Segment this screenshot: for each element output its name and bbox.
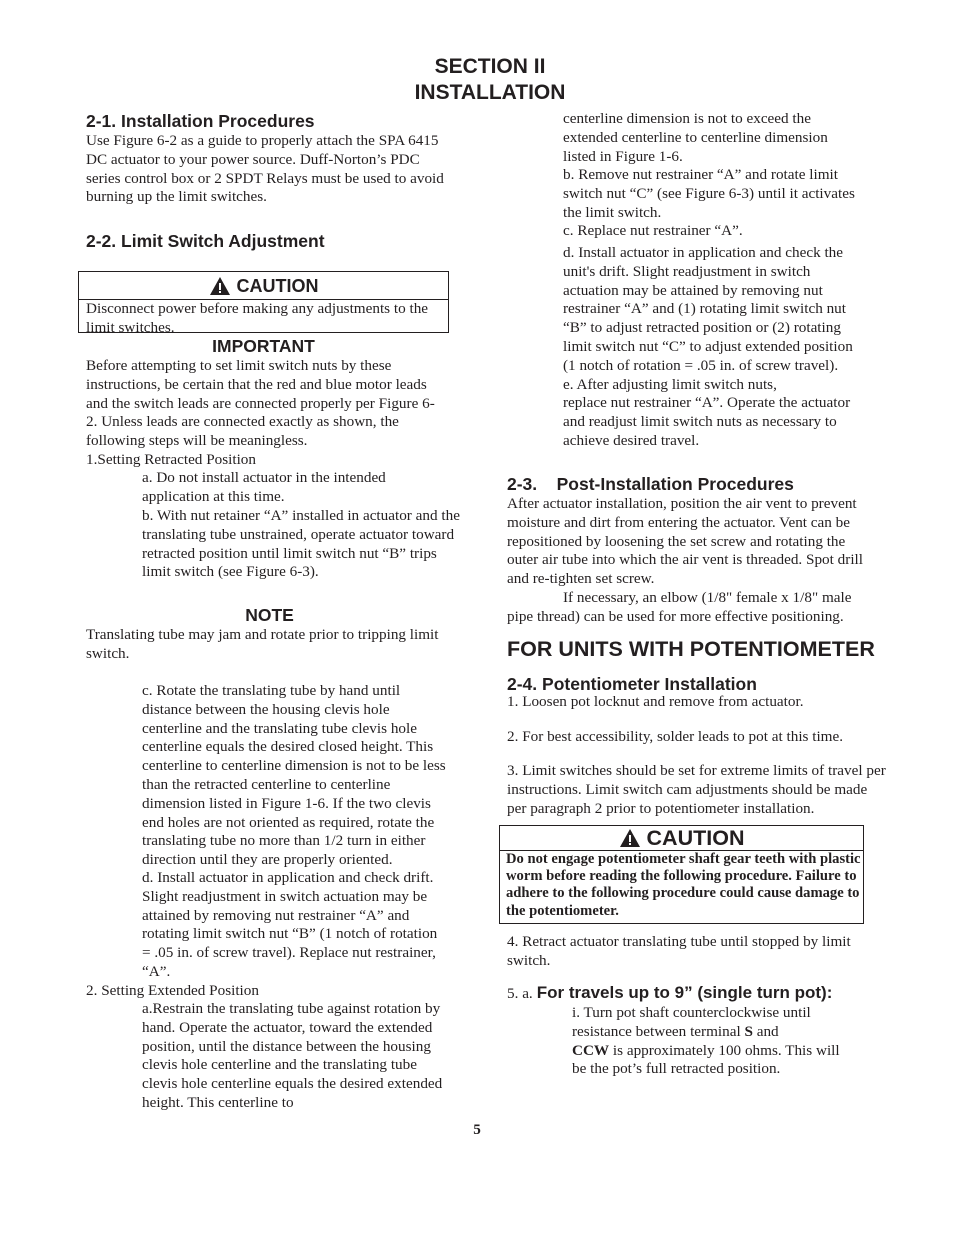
step-2a-continued: centerline dimension is not to exceed the extended centerline to centerline dimension listed in Figure 1-6. [563, 110, 828, 165]
note-text: Translating tube may jam and rotate prior to tripping limit switch. [86, 626, 439, 662]
potentiometer-section-heading: FOR UNITS WITH POTENTIOMETER [507, 637, 875, 661]
warning-triangle-icon [209, 276, 231, 296]
caution-label: CAUTION [236, 276, 319, 296]
pot-step-5a-heading-row [507, 983, 832, 1004]
pot-step-5a-i-text-b: is approximately 100 ohms. This will be the pot’s full retracted position. [572, 1041, 840, 1078]
paragraph-2-3b: If necessary, an elbow (1/8" female x 1/8" male pipe thread) can be used for more effective positioning. [507, 589, 852, 625]
important-text: Before attempting to set limit switch nuts by these instructions, be certain that the red and blue motor leads and the switch leads are connected properly per Figure 6-2. Unless leads are connected exactly as shown, the following steps will be meaningless. [86, 357, 435, 450]
step-1c: c. Rotate the translating tube by hand until distance between the housing clevis hole centerline and the translating tube clevis hole centerline equals the desired closed height. This centerline to centerline dimension is not to be less than the retracted centerline to centerline dimension listed in Figure 1-6. If the two clevis end holes are not oriented as required, rotate the translating tube no more than 1/2 turn in either direction until they are properly oriented. [142, 682, 446, 869]
pot-step-1: 1. Loosen pot locknut and remove from actuator. [507, 693, 804, 710]
terminal-s: S [744, 1022, 753, 1040]
warning-triangle-icon [619, 828, 641, 848]
pot-step-5a-i-text-a: i. Turn pot shaft counterclockwise until resistance between terminal [572, 1004, 811, 1040]
caution-label: CAUTION [646, 826, 745, 850]
terminal-ccw: CCW [572, 1041, 610, 1059]
caution-text: Disconnect power before making any adjustments to the limit switches. [86, 300, 429, 336]
step-2b: b. Remove nut restrainer “A” and rotate limit switch nut “C” (see Figure 6-3) until it activates the limit switch. [563, 166, 855, 221]
step-1d: d. Install actuator in application and check drift. Slight readjustment in switch actuation may be attained by removing nut restrainer “A” and rotating limit switch nut “B” (1 notch of rotation = .05 in. of screw travel). Replace nut restrainer, “A”. [142, 869, 438, 980]
heading-2-1: 2-1. Installation Procedures [86, 111, 315, 131]
section-heading: SECTION II [434, 55, 546, 78]
page-number: 5 [473, 1121, 481, 1138]
step-1-title: 1.Setting Retracted Position [86, 451, 256, 468]
step-2d: d. Install actuator in application and check the unit's drift. Slight readjustment in switch actuation may be attained by removing nut restrainer “A” and (1) rotating limit switch nut “B” to adjust retracted position or (2) rotating limit switch nut “C” to adjust extended position (1 notch of rotation = .05 in. of screw travel). [563, 244, 853, 374]
paragraph-2-1: Use Figure 6-2 as a guide to properly attach the SPA 6415 DC actuator to your power source. Duff-Norton’s PDC series control box or 2 SPDT Relays must be used to avoid burning up the limit switches. [86, 132, 444, 206]
pot-step-3: 3. Limit switches should be set for extreme limits of travel per instructions. Limit switch cam adjustments should be made per paragraph 2 prior to potentiometer installation. [507, 762, 886, 817]
pot-step-5a-prefix: 5. a. [507, 985, 533, 1002]
step-1b: b. With nut retainer “A” installed in actuator and the translating tube unstrained, operate actuator toward retracted position until limit switch nut “B” trips limit switch (see Figure 6-3). [142, 507, 460, 581]
caution-box-1 [78, 271, 449, 336]
heading-2-2: 2-2. Limit Switch Adjustment [86, 231, 325, 251]
pot-step-2: 2. For best accessibility, solder leads to pot at this time. [507, 728, 844, 745]
note-heading: NOTE [245, 605, 294, 625]
paragraph-2-3a: After actuator installation, position the air vent to prevent moisture and dirt from entering the actuator. Vent can be repositioned by loosening the set screw and rotating the outer air tube into which the air vent is threaded. Spot drill and re-tighten set screw. [507, 495, 863, 588]
caution-text: Do not engage potentiometer shaft gear teeth with plastic worm before reading the following procedure. Failure to adhere to the following procedure could cause damage to the potentiometer. [506, 851, 861, 919]
pot-step-5a-heading: For travels up to 9” (single turn pot): [536, 983, 833, 1002]
pot-step-5a-i-and: and [756, 1022, 779, 1040]
heading-2-3: 2-3. Post-Installation Procedures [507, 474, 794, 494]
important-heading: IMPORTANT [212, 336, 315, 356]
caution-header [500, 826, 863, 850]
step-2e-line2: replace nut restrainer “A”. Operate the actuator and readjust limit switch nuts as necessary to achieve desired travel. [563, 394, 851, 449]
pot-step-4: 4. Retract actuator translating tube until stopped by limit switch. [507, 933, 851, 969]
page-title: INSTALLATION [414, 81, 566, 104]
pot-step-5a-i [572, 1004, 842, 1079]
caution-box-2 [499, 825, 864, 924]
step-2a: a.Restrain the translating tube against rotation by hand. Operate the actuator, toward the extended position, until the distance between the housing clevis hole centerline and the translating tube clevis hole centerline equals the desired extended height. This centerline to [142, 1000, 443, 1111]
heading-2-4: 2-4. Potentiometer Installation [507, 674, 757, 694]
step-2c: c. Replace nut restrainer “A”. [563, 222, 743, 239]
step-1a: a. Do not install actuator in the intended application at this time. [142, 469, 386, 505]
step-2-title: 2. Setting Extended Position [86, 982, 259, 999]
step-2e-line1: e. After adjusting limit switch nuts, [563, 376, 777, 393]
caution-header [79, 275, 448, 297]
